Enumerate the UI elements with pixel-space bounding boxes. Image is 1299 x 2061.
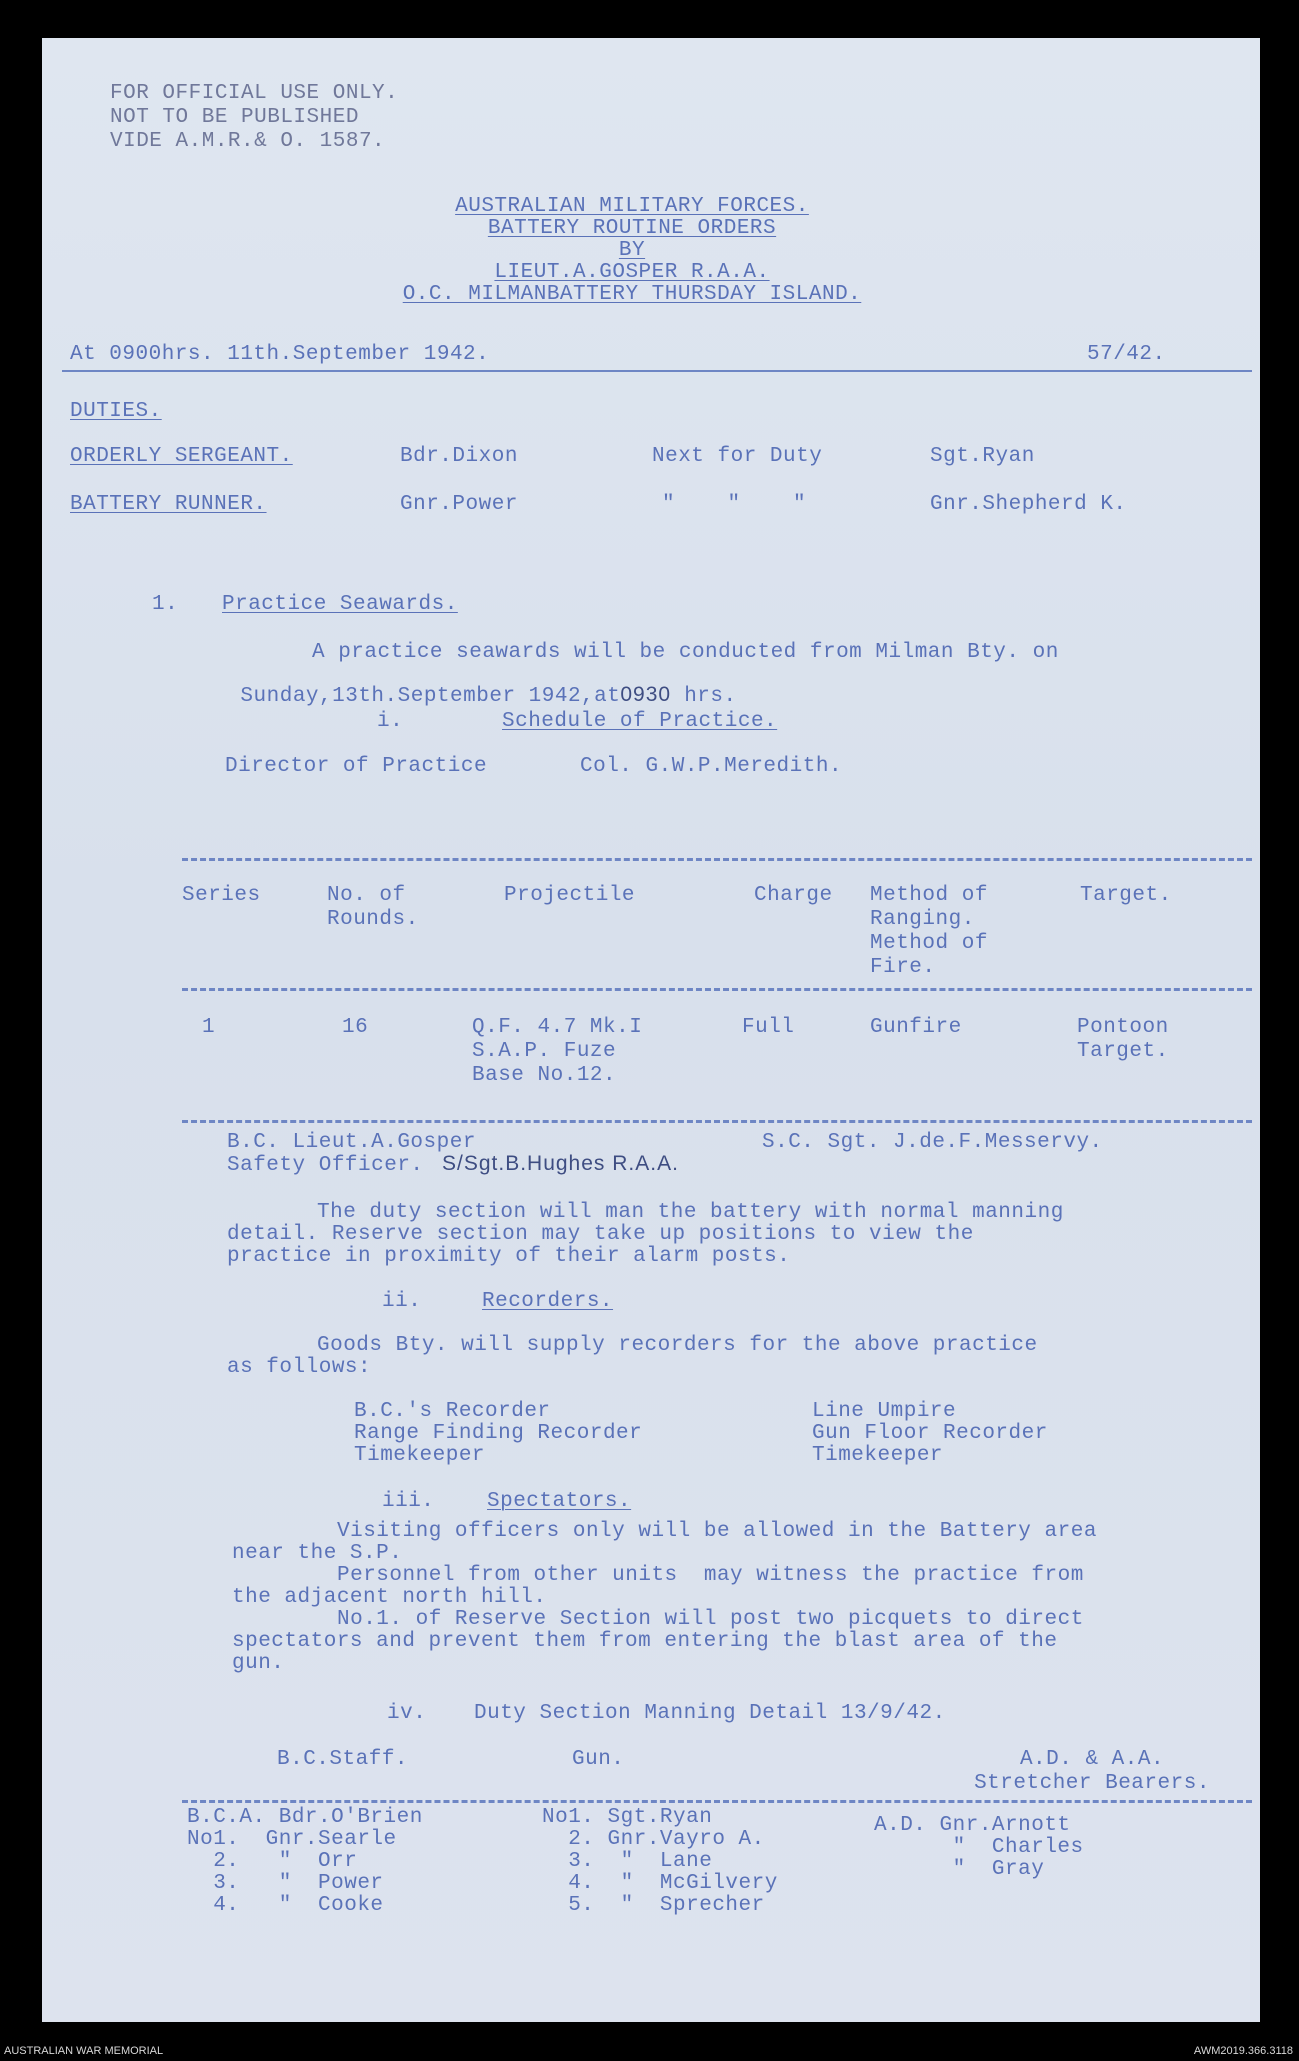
table-top-rule: [182, 858, 1252, 861]
director-name: Col. G.W.P.Meredith.: [580, 755, 843, 778]
subsection-number: ii.: [382, 1290, 422, 1313]
table-bottom-rule: [182, 1120, 1252, 1123]
cell-projectile: Q.F. 4.7 Mk.I S.A.P. Fuze Base No.12.: [472, 1016, 643, 1087]
spectators-line: near the S.P.: [232, 1542, 403, 1565]
header-charge: Charge: [754, 884, 833, 907]
spectators-line: the adjacent north hill.: [232, 1586, 547, 1609]
subsection-title: Recorders.: [482, 1290, 614, 1313]
header-rounds: No. of Rounds.: [327, 884, 419, 931]
duty-paragraph-line: The duty section will man the battery with normal manning: [317, 1201, 1064, 1224]
list-item: Gun Floor Recorder: [812, 1422, 1048, 1445]
recorders-text: as follows:: [227, 1356, 372, 1379]
stamp-line: FOR OFFICIAL USE ONLY.: [110, 82, 399, 105]
duties-title: DUTIES.: [70, 400, 162, 423]
heading-line: O.C. MILMANBATTERY THURSDAY ISLAND.: [402, 283, 862, 306]
subsection-title: Duty Section Manning Detail 13/9/42.: [474, 1702, 946, 1725]
next-duty-name: Sgt.Ryan: [930, 445, 1035, 468]
list-item: " Charles: [874, 1836, 1084, 1859]
safety-officer-name: S/Sgt.B.Hughes R.A.A.: [442, 1152, 679, 1175]
manning-col-gun: Gun.: [572, 1748, 625, 1771]
practice-date: Sunday,13th.September 1942,at: [240, 685, 621, 708]
duty-role: ORDERLY SERGEANT.: [70, 445, 293, 468]
practice-time-unit: hrs.: [684, 685, 737, 708]
section-title: Practice Seawards.: [222, 593, 458, 616]
subsection-number: iv.: [387, 1702, 427, 1725]
safety-officer-label: Safety Officer.: [227, 1154, 424, 1177]
list-item: 2. " Orr: [187, 1850, 358, 1873]
list-item: B.C.'s Recorder: [354, 1400, 551, 1423]
dateline-date: At 0900hrs. 11th.September 1942.: [70, 343, 490, 366]
header-target: Target.: [1080, 884, 1172, 907]
practice-time: 0930: [620, 683, 672, 706]
list-item: 2. Gnr.Vayro A.: [542, 1828, 765, 1851]
spectators-line: Visiting officers only will be allowed in the Battery area: [337, 1520, 1097, 1543]
duty-paragraph-line: detail. Reserve section may take up positions to view the: [227, 1223, 974, 1246]
manning-rule: [182, 1800, 1252, 1803]
dateline-rule: [62, 370, 1252, 372]
list-item: " Gray: [874, 1858, 1045, 1881]
heading-line: AUSTRALIAN MILITARY FORCES.: [455, 195, 809, 218]
header-series: Series: [182, 884, 261, 907]
duty-role: BATTERY RUNNER.: [70, 493, 267, 516]
subsection-title: Spectators.: [487, 1490, 632, 1513]
list-item: A.D. Gnr.Arnott: [874, 1814, 1071, 1837]
list-item: Line Umpire: [812, 1400, 957, 1423]
manning-col-ad: A.D. & A.A. Stretcher Bearers.: [974, 1748, 1210, 1795]
list-item: B.C.A. Bdr.O'Brien: [187, 1806, 423, 1829]
document-page: [42, 38, 1260, 2022]
cell-target: Pontoon Target.: [1077, 1016, 1169, 1063]
list-item: 3. " Power: [187, 1872, 384, 1895]
header-projectile: Projectile: [504, 884, 636, 907]
cell-charge: Full: [742, 1016, 795, 1039]
duty-name: Bdr.Dixon: [400, 445, 518, 468]
list-item: 4. " McGilvery: [542, 1872, 778, 1895]
practice-intro-line: A practice seawards will be conducted from Milman Bty. on: [312, 641, 1059, 664]
heading-line: BY: [618, 239, 646, 262]
heading-line: LIEUT.A.GOSPER R.A.A.: [494, 261, 770, 284]
list-item: No1. Sgt.Ryan: [542, 1806, 713, 1829]
manning-col-bc: B.C.Staff.: [277, 1748, 409, 1771]
duty-paragraph-line: practice in proximity of their alarm posts.: [227, 1245, 791, 1268]
spectators-line: Personnel from other units may witness the practice from: [337, 1564, 1084, 1587]
spectators-line: gun.: [232, 1652, 285, 1675]
list-item: Timekeeper: [354, 1444, 486, 1467]
director-label: Director of Practice: [225, 755, 488, 778]
subsection-number: iii.: [382, 1490, 435, 1513]
order-number: 57/42.: [1087, 343, 1166, 366]
stamp-line: VIDE A.M.R.& O. 1587.: [110, 130, 386, 153]
next-duty-label: " " ": [662, 493, 807, 516]
list-item: 4. " Cooke: [187, 1894, 384, 1917]
subsection-number: i.: [377, 710, 404, 733]
spectators-line: spectators and prevent them from entering the blast area of the: [232, 1630, 1058, 1653]
subsection-title: Schedule of Practice.: [502, 710, 778, 733]
archive-footer: [0, 2045, 1299, 2061]
list-item: No1. Gnr.Searle: [187, 1828, 397, 1851]
list-item: Timekeeper: [812, 1444, 944, 1467]
recorders-text: Goods Bty. will supply recorders for the above practice: [317, 1334, 1038, 1357]
section-commander: S.C. Sgt. J.de.F.Messervy.: [762, 1131, 1103, 1154]
list-item: 5. " Sprecher: [542, 1894, 765, 1917]
next-duty-name: Gnr.Shepherd K.: [930, 493, 1127, 516]
list-item: Range Finding Recorder: [354, 1422, 643, 1445]
section-number: 1.: [152, 593, 179, 616]
header-method: Method of Ranging. Method of Fire.: [870, 884, 988, 979]
spectators-line: No.1. of Reserve Section will post two picquets to direct: [337, 1608, 1084, 1631]
stamp-line: NOT TO BE PUBLISHED: [110, 106, 359, 129]
duty-name: Gnr.Power: [400, 493, 518, 516]
heading-line: BATTERY ROUTINE ORDERS: [487, 217, 777, 240]
battery-commander: B.C. Lieut.A.Gosper: [227, 1131, 476, 1154]
cell-series: 1: [202, 1016, 216, 1039]
table-header-rule: [182, 988, 1252, 991]
cell-method: Gunfire: [870, 1016, 962, 1039]
cell-rounds: 16: [342, 1016, 369, 1039]
footer-accession: AWM2019.366.3118: [1193, 2045, 1293, 2057]
list-item: 3. " Lane: [542, 1850, 713, 1873]
footer-source: AUSTRALIAN WAR MEMORIAL: [4, 2045, 164, 2057]
next-duty-label: Next for Duty: [652, 445, 823, 468]
